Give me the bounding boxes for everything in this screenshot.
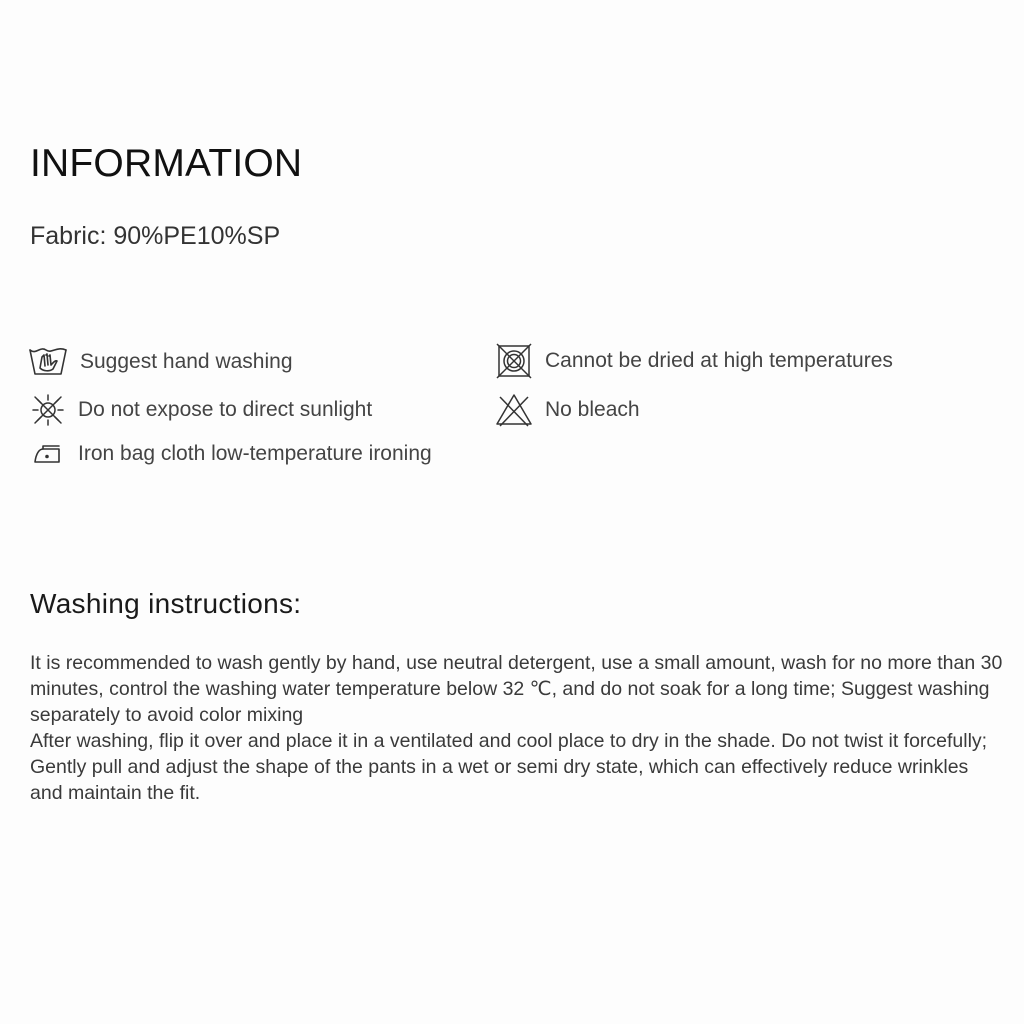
care-label-no-bleach: No bleach (545, 398, 640, 421)
care-item-no-sun (30, 393, 372, 427)
iron-icon (30, 440, 66, 468)
washing-instructions-body (30, 650, 1005, 806)
hand-wash-icon (28, 346, 68, 378)
care-label-iron: Iron bag cloth low-temperature ironing (78, 442, 432, 465)
no-sun-icon (30, 393, 66, 427)
washing-paragraph: After washing, flip it over and place it in a ventilated and cool place to dry in the shade. Do not twist it forcefully; Gently pull and adjust the shape of the pants in a wet or semi dry state, which can effectively reduce wrinkles and maintain the fit. (30, 730, 988, 804)
care-item-no-tumble-dry (495, 343, 893, 379)
fabric-composition: Fabric: 90%PE10%SP (30, 222, 281, 250)
care-item-hand-wash (28, 346, 293, 378)
washing-paragraph: It is recommended to wash gently by hand, use neutral detergent, use a small amount, wash for no more than 30 minutes, control the washing water temperature below 32 ℃, and do not soak for a long time; Suggest washing separately to avoid color mixing (30, 652, 1003, 726)
care-label-no-sun: Do not expose to direct sunlight (78, 398, 373, 421)
no-bleach-icon (495, 393, 533, 427)
care-label-hand-wash: Suggest hand washing (80, 350, 293, 373)
care-label-no-tumble-dry: Cannot be dried at high temperatures (545, 349, 893, 372)
washing-instructions-heading: Washing instructions: (30, 588, 302, 619)
page-title: INFORMATION (30, 142, 303, 185)
care-item-no-bleach (495, 393, 640, 427)
care-item-iron (30, 440, 432, 468)
no-tumble-dry-icon (495, 343, 533, 379)
